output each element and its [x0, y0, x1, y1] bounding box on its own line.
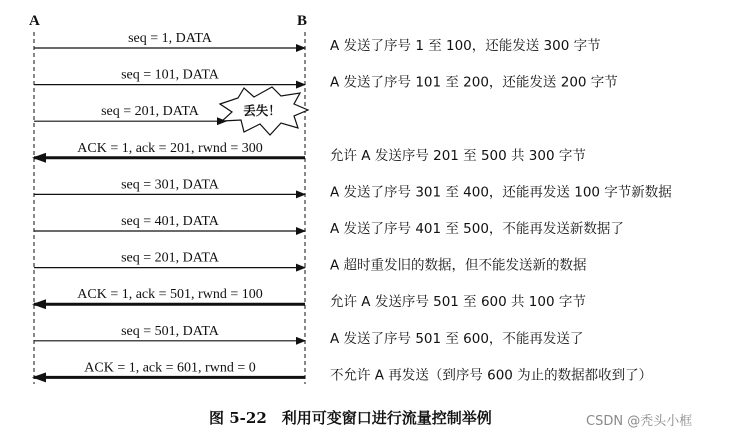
message-description: 允许 A 发送序号 201 至 500 共 300 字节 [330, 147, 586, 164]
message-description: A 发送了序号 401 至 500，不能再发送新数据了 [330, 221, 624, 237]
message-label: seq = 201, DATA [101, 104, 199, 120]
message-description: A 发送了序号 301 至 400，还能再发送 100 字节新数据 [330, 184, 672, 201]
message-description: A 发送了序号 1 至 100，还能发送 300 字节 [330, 38, 601, 54]
loss-label: 丢失！ [243, 103, 281, 118]
host-b-label: B [297, 13, 308, 29]
message-label: ACK = 1, ack = 201, rwnd = 300 [77, 140, 263, 156]
message-description: 不允许 A 再发送（到序号 600 为止的数据都收到了） [330, 367, 653, 384]
host-a-label: A [29, 13, 40, 29]
message-label: ACK = 1, ack = 501, rwnd = 100 [77, 287, 263, 303]
watermark: CSDN @秃头小框 [586, 414, 693, 429]
message-description: A 超时重发旧的数据，但不能发送新的数据 [330, 257, 587, 274]
packet-loss-burst [220, 87, 308, 135]
message-label: seq = 301, DATA [121, 177, 219, 193]
message-description: A 发送了序号 501 至 600，不能再发送了 [330, 330, 584, 347]
message-label: seq = 201, DATA [121, 250, 219, 266]
message-label: seq = 501, DATA [121, 323, 219, 339]
message-label: seq = 401, DATA [121, 214, 219, 229]
message-description: A 发送了序号 101 至 200，还能发送 200 字节 [330, 74, 618, 91]
figure-caption: 图 5-22 利用可变窗口进行流量控制举例 [209, 409, 492, 427]
message-label: seq = 101, DATA [121, 67, 219, 83]
message-description: 允许 A 发送序号 501 至 600 共 100 字节 [330, 294, 586, 311]
message-label: ACK = 1, ack = 601, rwnd = 0 [84, 360, 256, 376]
message-list [34, 31, 672, 383]
message-label: seq = 1, DATA [128, 31, 212, 46]
